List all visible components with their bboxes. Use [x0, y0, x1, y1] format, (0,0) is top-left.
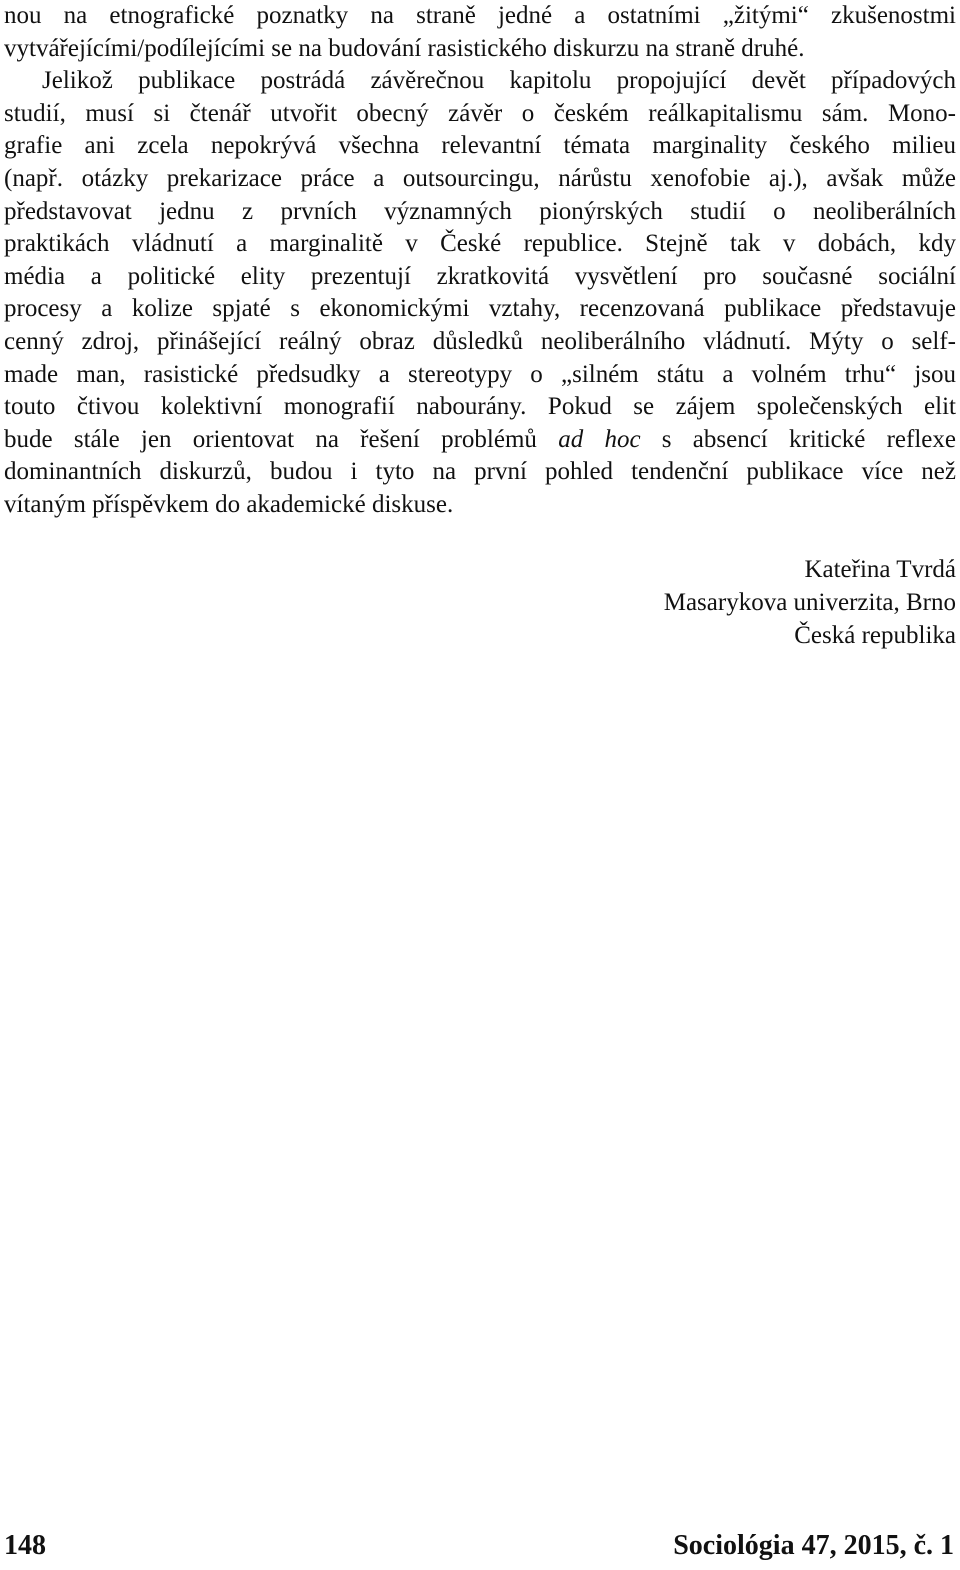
text-segment: vytvářejícími/podílejícími se na budování rasistického diskurzu na straně druhé. — [4, 34, 805, 62]
review-body-text — [4, 0, 956, 522]
text-line — [4, 163, 956, 196]
text-line — [4, 489, 956, 522]
text-segment: dominantních diskurzů, budou i tyto na první pohled tendenční publikace více než — [4, 458, 956, 486]
text-segment: procesy a kolize spjaté s ekonomickými vztahy, recenzovaná publikace představuje — [4, 295, 956, 323]
text-segment: praktikách vládnutí a marginalitě v České republice. Stejně tak v dobách, kdy — [4, 230, 956, 258]
text-line — [4, 196, 956, 229]
text-segment: média a politické elity prezentují zkratkovitá vysvětlení pro současné sociální — [4, 262, 956, 290]
text-segment: grafie ani zcela nepokrývá všechna relevantní témata marginality českého milieu — [4, 132, 956, 160]
text-segment: cenný zdroj, přinášející reálný obraz důsledků neoliberálního vládnutí. Mýty o self- — [4, 327, 956, 355]
text-segment: s absencí kritické reflexe — [640, 425, 956, 453]
page-footer — [4, 1530, 956, 1566]
author-signature-block — [664, 553, 956, 652]
text-line — [4, 65, 956, 98]
text-line — [4, 293, 956, 326]
italic-term: ad hoc — [558, 425, 641, 453]
text-segment: nou na etnografické poznatky na straně jedné a ostatními „žitými“ zkušenostmi — [4, 2, 956, 29]
text-line — [4, 424, 956, 457]
text-line — [4, 261, 956, 294]
text-line — [4, 456, 956, 489]
text-segment: studií, musí si čtenář utvořit obecný závěr o českém reálkapitalismu sám. Mono- — [4, 99, 956, 127]
text-line — [4, 33, 956, 66]
text-line — [4, 359, 956, 392]
text-line — [4, 0, 956, 33]
text-line — [4, 130, 956, 163]
document-page — [4, 0, 956, 1570]
page-number: 148 — [4, 1530, 46, 1561]
text-segment: touto čtivou kolektivní monografií nabourány. Pokud se zájem společenských elit — [4, 393, 956, 421]
text-line — [4, 98, 956, 131]
journal-citation: Sociológia 47, 2015, č. 1 — [673, 1530, 954, 1561]
author-name: Kateřina Tvrdá — [804, 556, 956, 583]
text-line — [4, 326, 956, 359]
author-institution: Masarykova univerzita, Brno — [663, 589, 956, 616]
text-segment: bude stále jen orientovat na řešení problémů — [4, 425, 559, 453]
text-segment: (např. otázky prekarizace práce a outsourcingu, nárůstu xenofobie aj.), avšak může — [4, 164, 956, 192]
text-segment: představovat jednu z prvních významných pionýrských studií o neoliberálních — [4, 197, 956, 225]
text-segment: vítaným příspěvkem do akademické diskuse. — [4, 490, 454, 518]
text-segment: made man, rasistické předsudky a stereotypy o „silném státu a volném trhu“ jsou — [4, 360, 956, 388]
text-line — [4, 228, 956, 261]
author-country: Česká republika — [794, 622, 956, 649]
text-line — [4, 391, 956, 424]
text-segment: Jelikož publikace postrádá závěrečnou kapitolu propojující devět případových — [42, 67, 956, 95]
